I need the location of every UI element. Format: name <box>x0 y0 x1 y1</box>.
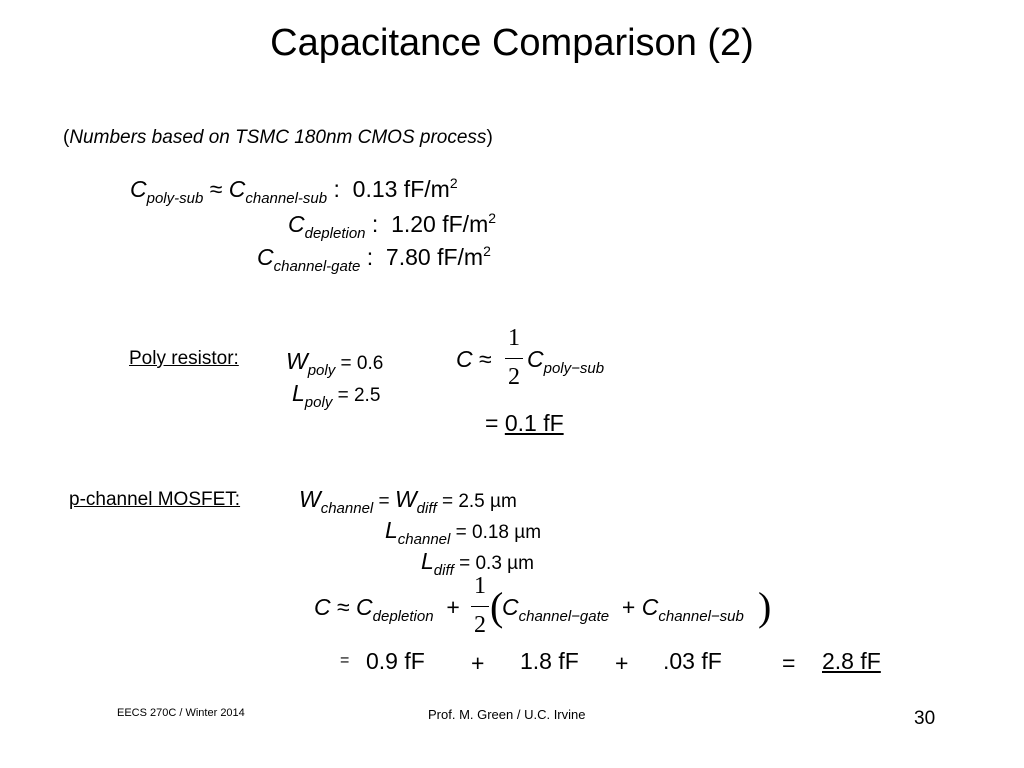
poly-cap-eq-rhs: $C_{poly-sub}$ <box>527 346 605 377</box>
sum-term-3: .03 fF <box>663 648 722 674</box>
poly-cap-result: = 0.1 fF <box>485 410 564 436</box>
cap-row-depletion: $C_{depletion}$ : 1.20 $fF/m^2$ <box>288 210 497 242</box>
mosfet-label: p-channel MOSFET: <box>69 489 241 510</box>
poly-resistor-label: Poly resistor: <box>129 348 239 369</box>
left-paren: ( <box>490 584 504 629</box>
mosfet-cap-eq-rhs: $C_{channel-gate} + C_{channel-sub}$ <box>502 594 744 625</box>
cap-row-poly-sub: $C_{poly-sub} \approx C_{channel-sub}$ : 0.13 $fF/m^2$ <box>130 175 458 207</box>
process-note: (Numbers based on TSMC 180nm CMOS process) <box>63 127 493 148</box>
mosfet-channel-length: $L_{channel} = 0.18$ µm <box>385 517 542 548</box>
mosfet-width: $W_{channel} = W_{diff} = 2.5$ µm <box>299 486 517 517</box>
poly-frac-line <box>505 358 523 359</box>
poly-length: $L_{poly} = 2.5$ <box>292 380 381 411</box>
poly-frac-num: 1 <box>508 325 520 351</box>
page-number: 30 <box>914 708 936 729</box>
slide-title: Capacitance Comparison (2) <box>270 22 754 64</box>
sum-plus-1: + <box>471 650 485 676</box>
cap-row-channel-gate: $C_{channel-gate}$ : 7.80 $fF/m^2$ <box>257 243 491 275</box>
mosfet-diff-length: $L_{diff} = 0.3$ µm <box>421 548 534 579</box>
sum-plus-2: + <box>615 650 629 676</box>
mosfet-frac-den: 2 <box>474 612 486 638</box>
footer-course: EECS 270C / Winter 2014 <box>117 707 245 719</box>
final-result: 2.8 fF <box>822 648 881 674</box>
poly-width: $W_{poly} = 0.6$ <box>286 348 384 379</box>
mosfet-cap-eq-lhs: $C \approx C_{depletion}$ + <box>314 594 460 625</box>
sum-term-1: 0.9 fF <box>366 648 425 674</box>
footer-author: Prof. M. Green / U.C. Irvine <box>428 707 586 722</box>
sum-term-2: 1.8 fF <box>520 648 579 674</box>
mosfet-frac-line <box>471 606 489 607</box>
poly-frac-den: 2 <box>508 364 520 390</box>
final-equals: = <box>782 650 796 676</box>
right-paren: ) <box>758 584 772 629</box>
mosfet-frac-num: 1 <box>474 573 486 599</box>
poly-cap-eq-lhs: C ≈ <box>456 346 492 372</box>
sum-equals: = <box>340 652 350 669</box>
